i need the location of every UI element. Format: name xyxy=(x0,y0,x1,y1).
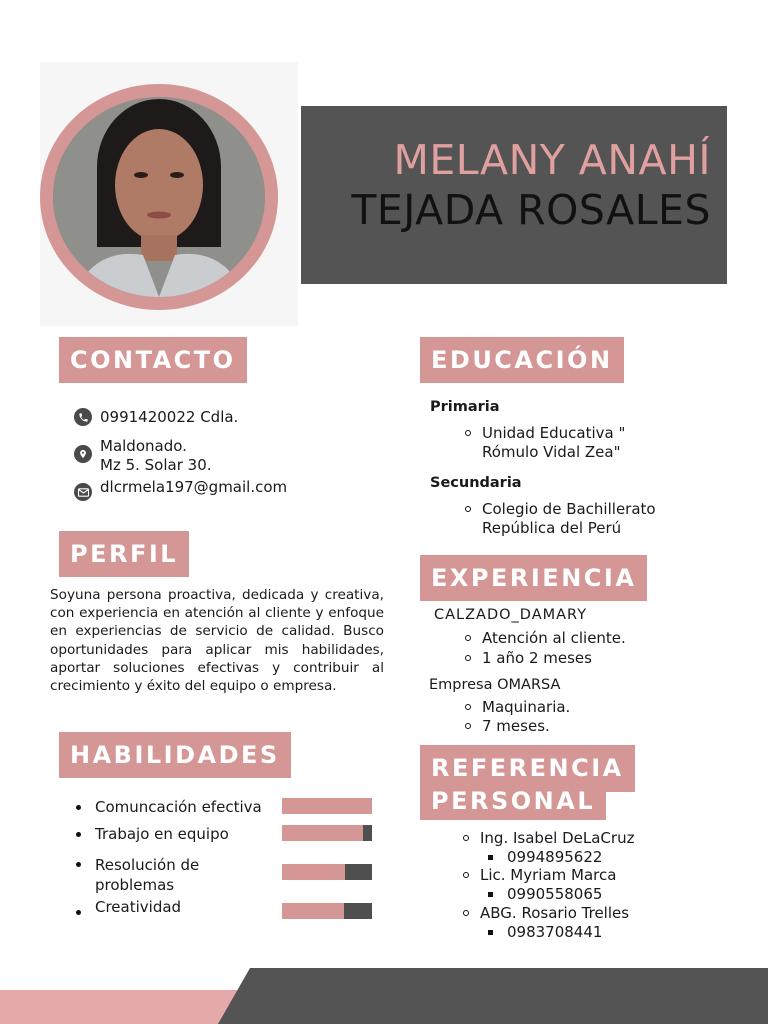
secundaria-line-1: Colegio de Bachillerato xyxy=(482,500,656,518)
email-text: dlcrmela197@gmail.com xyxy=(100,478,288,496)
secundaria-label: Secundaria xyxy=(430,475,522,491)
email-icon xyxy=(74,483,92,501)
skill-bar xyxy=(282,864,372,880)
first-name: MELANY ANAHÍ xyxy=(393,136,711,184)
skill-bar-fill xyxy=(282,825,363,841)
reference-name-text: Ing. Isabel DeLaCruz xyxy=(480,829,635,847)
profile-photo xyxy=(53,97,265,297)
circle-bullet-icon xyxy=(465,430,471,436)
personal-header: PERSONAL xyxy=(420,786,606,820)
secundaria-school xyxy=(465,500,656,538)
reference-name xyxy=(463,829,634,848)
footer-pink-band xyxy=(0,990,240,1024)
circle-bullet-icon xyxy=(465,506,471,512)
job2-item-text: 7 meses. xyxy=(482,717,550,735)
bullet-icon xyxy=(76,805,81,810)
name-banner xyxy=(301,106,727,284)
contact-email xyxy=(74,478,287,501)
job2-item-text: Maquinaria. xyxy=(482,698,571,716)
job2-item xyxy=(465,717,550,736)
skill-label: Comuncación efectiva xyxy=(95,798,262,816)
last-name: TEJADA ROSALES xyxy=(351,186,711,234)
bullet-icon xyxy=(76,910,81,915)
perfil-header: PERFIL xyxy=(59,531,189,577)
skill-item xyxy=(76,798,262,816)
job1-item-text: Atención al cliente. xyxy=(482,629,626,647)
job1-item xyxy=(465,649,592,668)
bullet-icon xyxy=(76,832,81,837)
primaria-label: Primaria xyxy=(430,399,500,415)
skill-item xyxy=(76,898,181,916)
primaria-line-1: Unidad Educativa " xyxy=(482,424,626,442)
address-line-1: Maldonado. xyxy=(100,437,187,455)
reference-phone xyxy=(488,848,602,867)
reference-phone xyxy=(488,885,602,904)
secundaria-line-2: República del Perú xyxy=(482,519,622,537)
skill-bar-fill xyxy=(282,798,372,814)
perfil-text: Soyuna persona proactiva, dedicada y creativa, con experiencia en atención al cliente y enfoque en experiencias de servicio de calidad. Busco oportunidades para aplicar mis habilidades, aportar soluciones efectivas y contribuir al crecimiento y éxito del equipo o empresa. xyxy=(50,587,384,695)
phone-icon xyxy=(74,408,92,426)
phone-text: 0991420022 Cdla. xyxy=(100,408,239,426)
square-bullet-icon xyxy=(488,930,493,935)
reference-phone xyxy=(488,923,602,942)
reference-phone-text: 0994895622 xyxy=(507,848,603,866)
experiencia-header: EXPERIENCIA xyxy=(420,555,647,601)
job1-item-text: 1 año 2 meses xyxy=(482,649,592,667)
square-bullet-icon xyxy=(488,892,493,897)
reference-name-text: Lic. Myriam Marca xyxy=(480,866,617,884)
location-icon xyxy=(74,445,92,463)
skill-bar xyxy=(282,825,372,841)
skill-bar-fill xyxy=(282,903,344,919)
bullet-icon xyxy=(76,862,81,867)
primaria-line-2: Rómulo Vidal Zea" xyxy=(482,443,621,461)
referencia-header: REFERENCIA xyxy=(420,745,635,792)
contact-phone xyxy=(74,408,238,426)
skill-label: Resolución de problemas xyxy=(95,856,200,894)
reference-name-text: ABG. Rosario Trelles xyxy=(480,904,630,922)
skill-bar-fill xyxy=(282,864,345,880)
job1-title: CALZADO_DAMARY xyxy=(434,607,588,623)
circle-bullet-icon xyxy=(463,835,469,841)
circle-bullet-icon xyxy=(465,635,471,641)
habilidades-header: HABILIDADES xyxy=(59,732,291,778)
square-bullet-icon xyxy=(488,855,493,860)
reference-phone-text: 0990558065 xyxy=(507,885,603,903)
job2-title: Empresa OMARSA xyxy=(429,677,561,693)
job1-item xyxy=(465,629,626,648)
skill-item xyxy=(76,855,236,895)
circle-bullet-icon xyxy=(463,910,469,916)
reference-name xyxy=(463,866,616,885)
circle-bullet-icon xyxy=(463,872,469,878)
reference-phone-text: 0983708441 xyxy=(507,923,603,941)
primaria-school xyxy=(465,424,625,462)
circle-bullet-icon xyxy=(465,655,471,661)
circle-bullet-icon xyxy=(465,723,471,729)
job2-item xyxy=(465,698,570,717)
skill-item xyxy=(76,825,229,843)
skill-bar xyxy=(282,903,372,919)
circle-bullet-icon xyxy=(465,704,471,710)
address-line-2: Mz 5. Solar 30. xyxy=(100,456,212,474)
contacto-header: CONTACTO xyxy=(59,337,247,383)
skill-label: Trabajo en equipo xyxy=(95,825,229,843)
contact-address xyxy=(74,437,212,475)
skill-label: Creatividad xyxy=(95,898,182,916)
reference-name xyxy=(463,904,629,923)
educacion-header: EDUCACIÓN xyxy=(420,337,624,383)
skill-bar xyxy=(282,798,372,814)
